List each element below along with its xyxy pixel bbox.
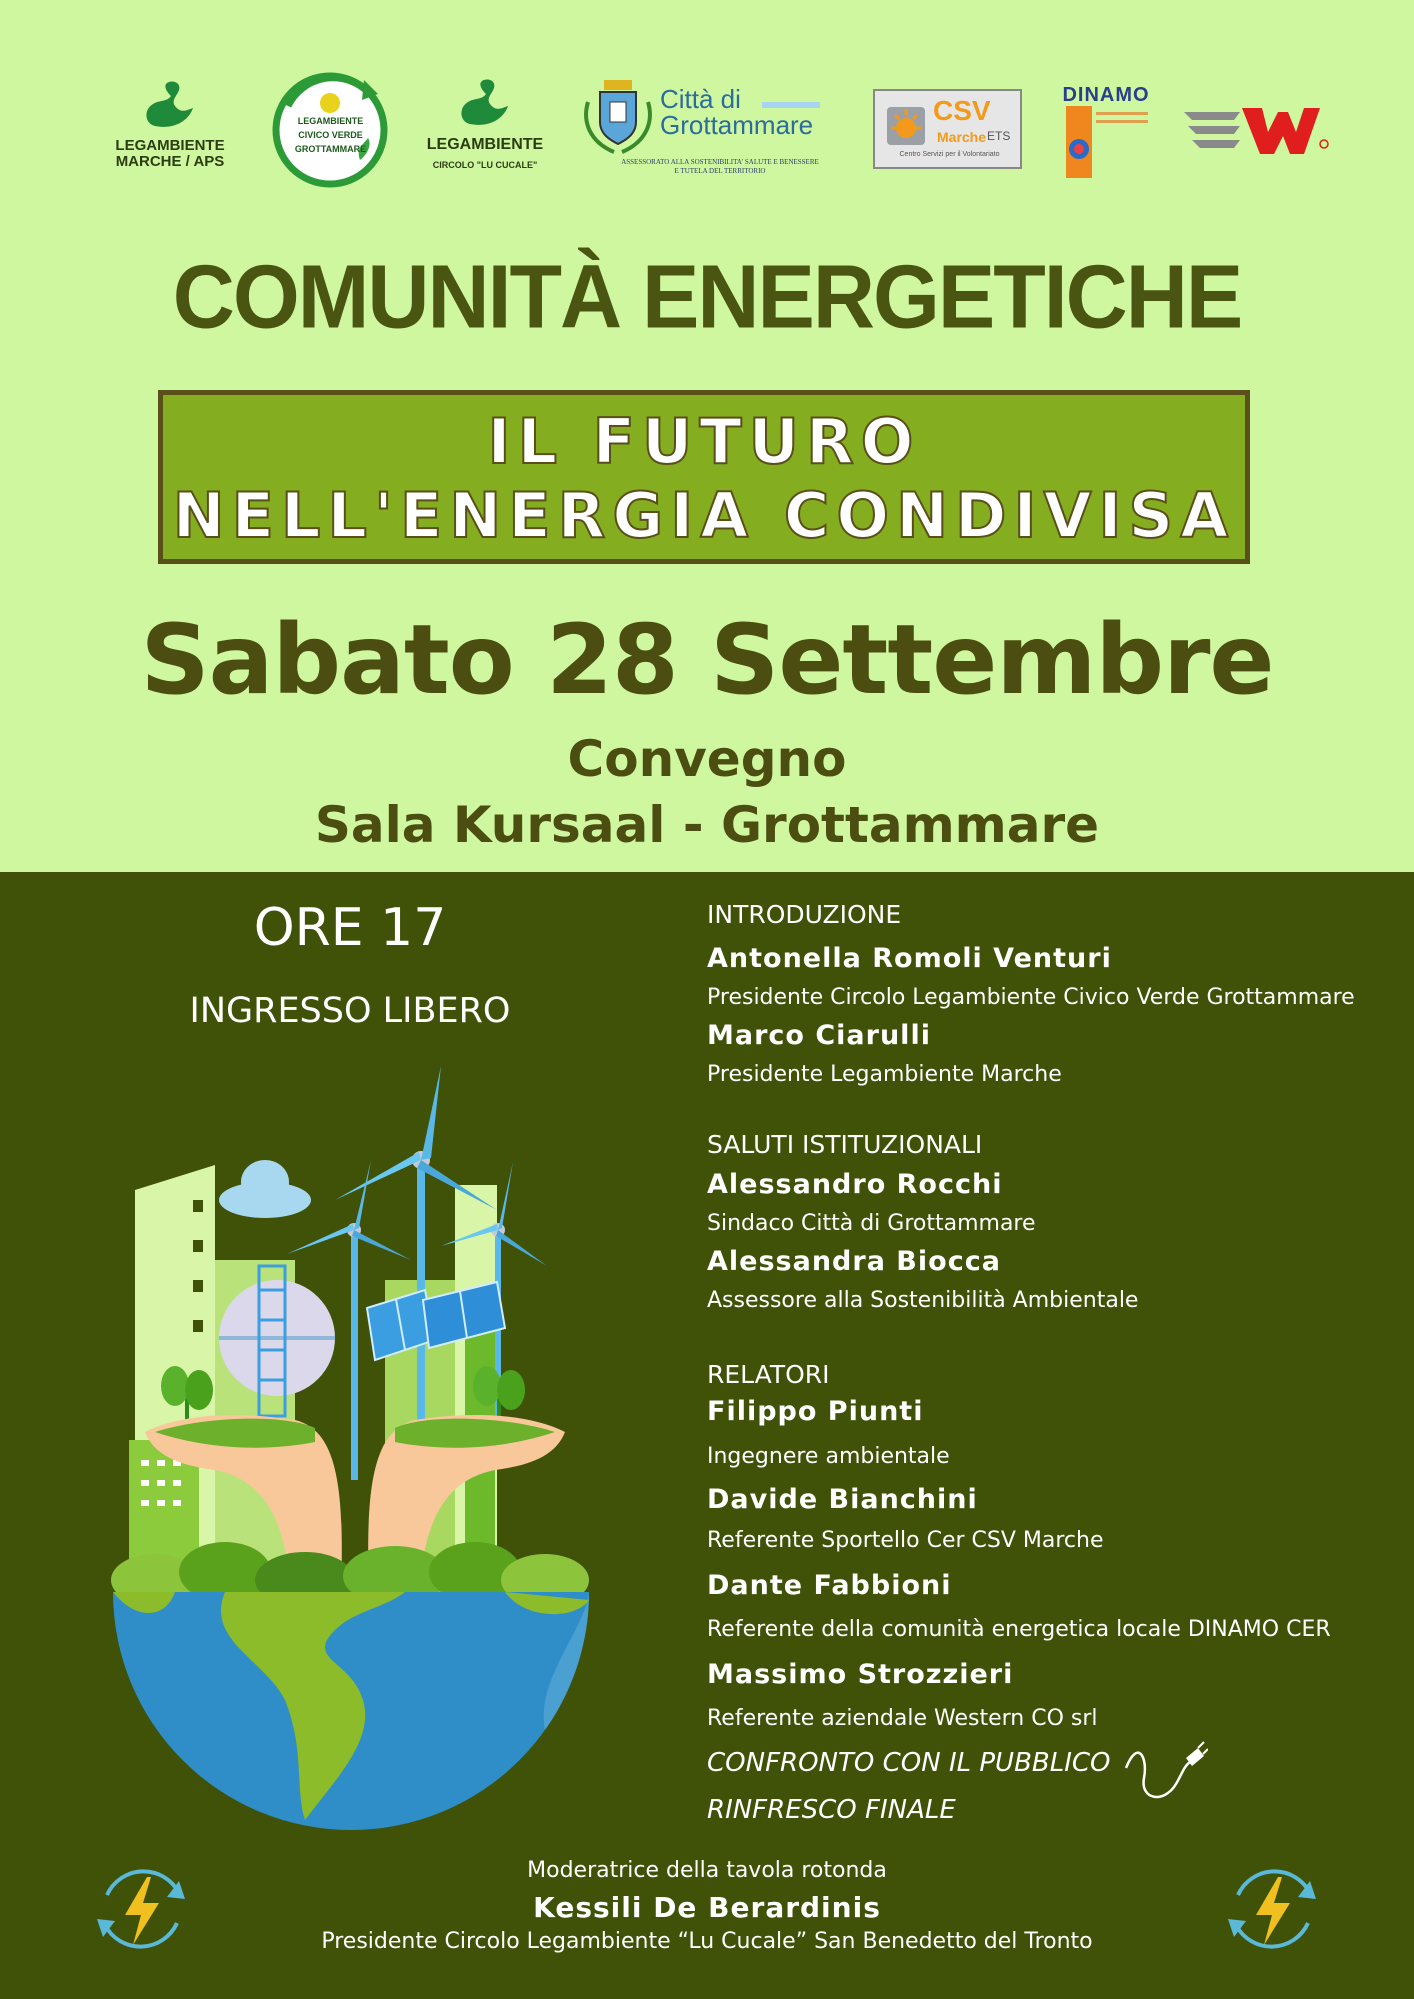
civico-verde-logo — [268, 68, 393, 193]
csv-logo-tagline: Centro Servizi per il Volontariato — [899, 151, 1000, 158]
legambiente-marche-logo-text: LEGAMBIENTE MARCHE / APS — [115, 137, 225, 170]
speaker-name: Marco Ciarulli — [707, 1020, 931, 1051]
green-city-illustration — [105, 1060, 605, 1830]
western-w-icon — [1180, 98, 1330, 162]
legambiente-cucale-logo-name: LEGAMBIENTE — [426, 136, 544, 153]
legambiente-cucale-logo-circle: CIRCOLO "LU CUCALE" — [432, 160, 538, 170]
legambiente-marche-logo — [105, 80, 235, 180]
section-introduzione: INTRODUZIONE — [707, 900, 902, 929]
lightning-icon — [1218, 1855, 1328, 1965]
moderator-name: Kessili De Berardinis — [533, 1891, 881, 1924]
lightning-icon — [87, 1855, 197, 1965]
csv-logo-region: Marche — [937, 129, 987, 145]
civico-verde-logo-line-1: LEGAMBIENTE — [297, 116, 364, 126]
grottammare-logo-line-2: Grottammare — [660, 110, 814, 140]
subtitle-line-1: IL FUTURO — [487, 405, 921, 478]
grottammare-logo — [580, 72, 840, 182]
speaker-name: Davide Bianchini — [707, 1484, 978, 1515]
speaker-role: Assessore alla Sostenibilità Ambientale — [707, 1288, 1139, 1313]
earth-globe-icon — [113, 1592, 589, 1830]
grottammare-logo-sub-2: E TUTELA DEL TERRITORIO — [674, 167, 766, 175]
sun-icon — [881, 101, 931, 151]
speaker-name: Filippo Piunti — [707, 1396, 924, 1427]
target-icon — [1066, 136, 1092, 162]
speaker-name: Antonella Romoli Venturi — [707, 943, 1112, 974]
speaker-role: Sindaco Città di Grottammare — [707, 1211, 1036, 1236]
closing-item: CONFRONTO CON IL PUBBLICO — [707, 1748, 1111, 1778]
closing-item: RINFRESCO FINALE — [707, 1795, 956, 1825]
page-title: COMUNITÀ ENERGETICHE — [172, 246, 1242, 348]
moderator-label: Moderatrice della tavola rotonda — [527, 1858, 887, 1883]
speaker-role: Referente Sportello Cer CSV Marche — [707, 1528, 1104, 1553]
section-saluti-istituzionali: SALUTI ISTITUZIONALI — [707, 1130, 983, 1159]
csv-logo-acronym: CSV — [933, 95, 991, 126]
subtitle-box — [158, 390, 1250, 564]
grottammare-logo-wave — [762, 102, 820, 108]
grottammare-logo-line-1: Città di — [660, 84, 741, 114]
section-relatori: RELATORI — [707, 1360, 830, 1389]
speaker-role: Referente aziendale Western CO srl — [707, 1706, 1098, 1731]
civico-verde-logo-line-2: CIVICO VERDE — [298, 130, 363, 140]
dinamo-logo-line — [1096, 112, 1148, 115]
csv-marche-logo — [873, 89, 1022, 169]
speaker-role: Referente della comunità energetica locale DINAMO CER — [707, 1617, 1331, 1642]
swan-icon — [420, 78, 550, 134]
grottammare-logo-sub-1: ASSESSORATO ALLA SOSTENIBILITA' SALUTE E BENESSERE — [621, 158, 819, 166]
dinamo-logo-text: DINAMO — [1062, 84, 1150, 106]
admission-note: INGRESSO LIBERO — [189, 991, 511, 1031]
event-date: Sabato 28 Settembre — [140, 604, 1274, 716]
event-time: ORE 17 — [253, 898, 447, 958]
speaker-role: Presidente Circolo Legambiente Civico Verde Grottammare — [707, 985, 1355, 1010]
coat-of-arms-icon — [580, 72, 656, 158]
speaker-name: Alessandra Biocca — [707, 1246, 1001, 1277]
cloud-icon — [219, 1160, 311, 1218]
dinamo-logo-line — [1096, 120, 1148, 123]
speaker-role: Presidente Legambiente Marche — [707, 1062, 1062, 1087]
swan-icon — [105, 80, 235, 136]
speaker-name: Massimo Strozzieri — [707, 1659, 1014, 1690]
speaker-role: Ingegnere ambientale — [707, 1444, 950, 1469]
moderator-role: Presidente Circolo Legambiente “Lu Cucale” San Benedetto del Tronto — [321, 1929, 1093, 1954]
speaker-name: Dante Fabbioni — [707, 1570, 952, 1601]
event-type: Convegno — [567, 730, 847, 788]
dinamo-logo — [1060, 84, 1152, 179]
legambiente-cucale-logo — [420, 78, 550, 178]
speaker-name: Alessandro Rocchi — [707, 1169, 1003, 1200]
subtitle-line-2: NELL'ENERGIA CONDIVISA — [172, 479, 1236, 552]
civico-verde-logo-line-3: GROTTAMMARE — [294, 144, 367, 154]
plug-icon — [1118, 1738, 1208, 1804]
csv-logo-ets: ETS — [987, 129, 1011, 143]
western-co-logo — [1180, 98, 1330, 162]
event-venue: Sala Kursaal - Grottammare — [314, 796, 1100, 854]
